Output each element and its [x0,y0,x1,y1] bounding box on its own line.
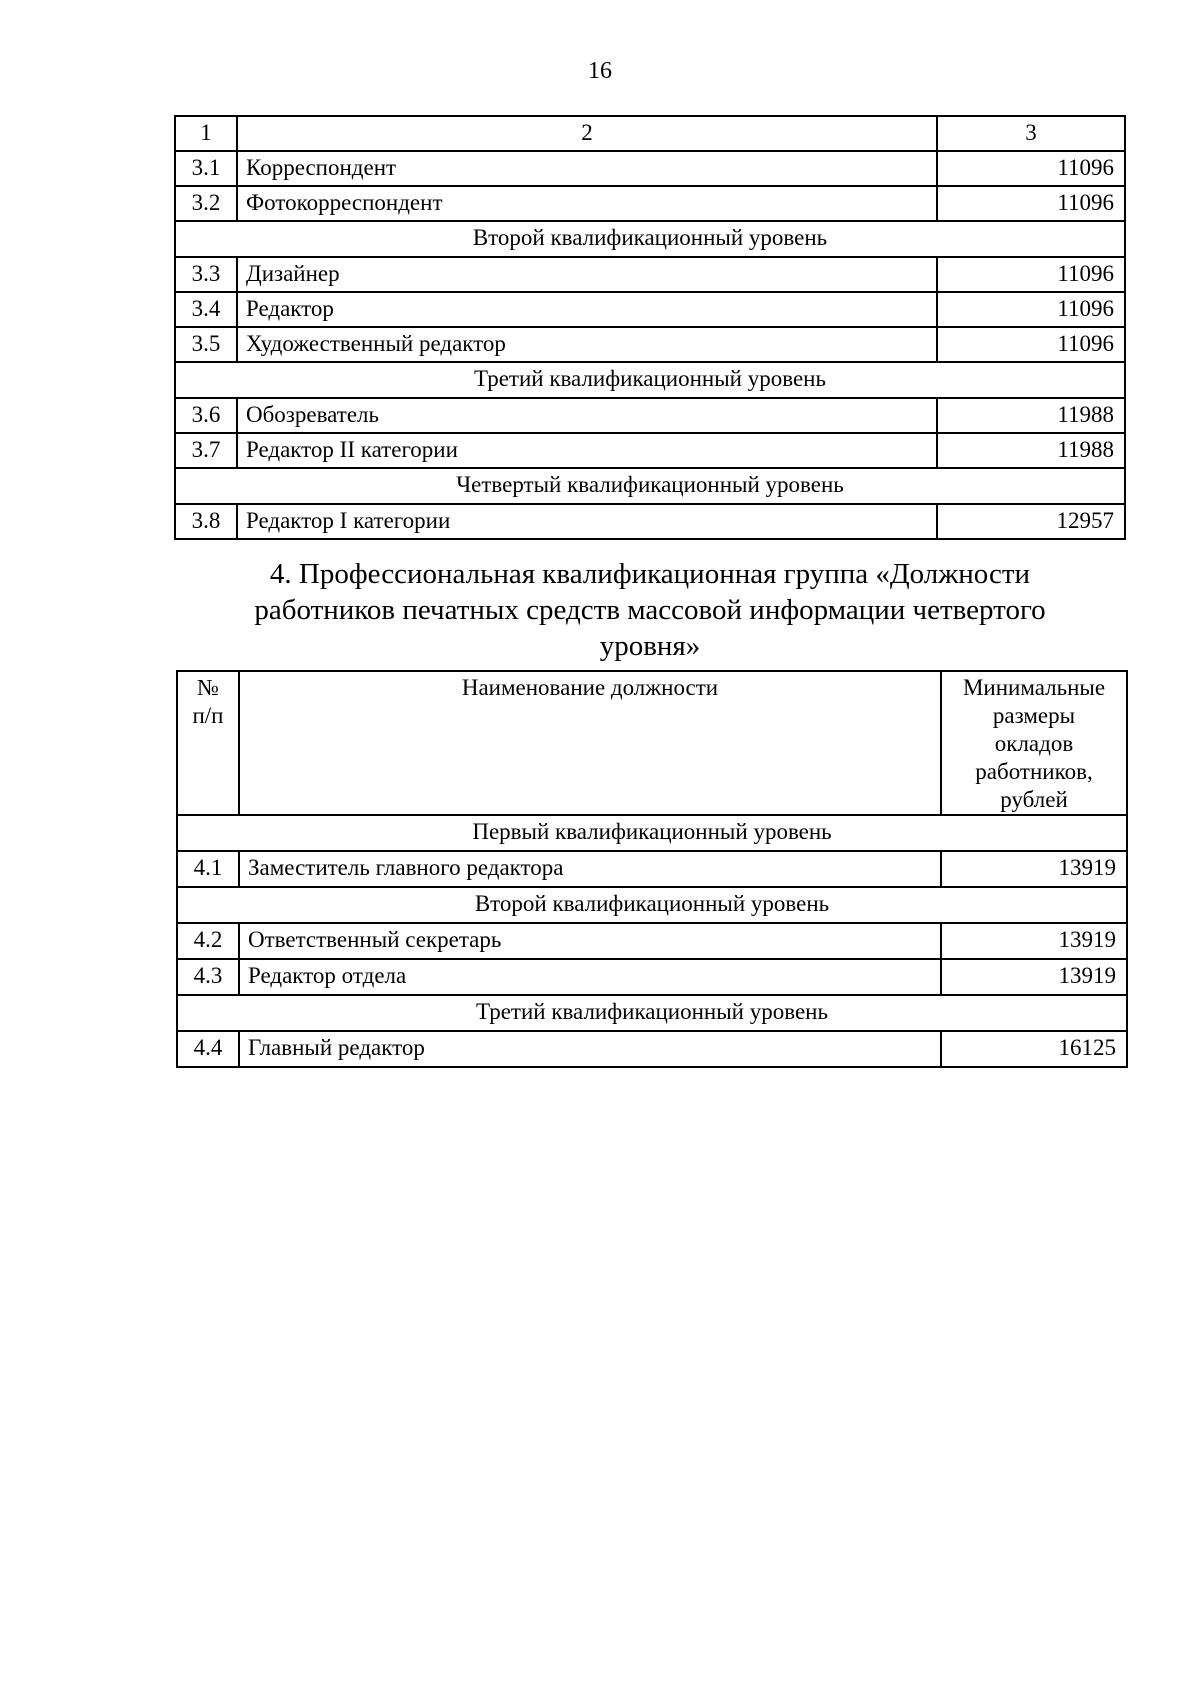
header-position-name: Наименование должности [239,671,941,815]
header-salary-line: размеры [992,703,1076,728]
qualification-level-row [177,995,1127,1031]
qualification-level-row [177,887,1127,923]
header-number-abbrev: п/п [192,703,224,728]
qualification-level-label: Третий квалификационный уровень [175,362,1125,398]
salary-amount: 13919 [941,959,1127,995]
position-name: Обозреватель [237,398,937,433]
table-row [175,504,1125,539]
table-row [177,851,1127,887]
salary-amount: 11096 [937,186,1125,221]
section-heading-line: работников печатных средств массовой информации четвертого [254,594,1046,626]
qualification-level-row [177,815,1127,851]
position-number: 4.3 [177,959,239,995]
position-name: Корреспондент [237,151,937,186]
position-name: Дизайнер [237,257,937,292]
position-number: 4.2 [177,923,239,959]
position-name: Фотокорреспондент [237,186,937,221]
position-name: Редактор [237,292,937,327]
position-number: 3.1 [175,151,237,186]
position-name: Заместитель главного редактора [239,851,941,887]
salary-amount: 11096 [937,151,1125,186]
table-row [175,292,1125,327]
qualification-level-label: Первый квалификационный уровень [177,815,1127,851]
column-number-2: 2 [237,116,937,151]
section-heading [180,556,1120,664]
table-row [177,923,1127,959]
qualification-level-row [175,468,1125,504]
salary-amount: 16125 [941,1031,1127,1067]
table-row [175,151,1125,186]
position-number: 4.4 [177,1031,239,1067]
qualification-level-row [175,362,1125,398]
qualification-level-label: Третий квалификационный уровень [177,995,1127,1031]
qualification-level-label: Второй квалификационный уровень [177,887,1127,923]
table-row [175,186,1125,221]
salary-amount: 12957 [937,504,1125,539]
position-number: 3.7 [175,433,237,468]
salary-table-group-3 [174,115,1126,540]
header-number-symbol: № [197,675,219,700]
header-salary-line: Минимальные [962,675,1106,700]
salary-amount: 11988 [937,398,1125,433]
column-number-1: 1 [175,116,237,151]
table-row [175,398,1125,433]
salary-amount: 11096 [937,292,1125,327]
qualification-level-row [175,221,1125,257]
position-name: Ответственный секретарь [239,923,941,959]
header-salary-line: рублей [1000,787,1068,812]
salary-amount: 11096 [937,257,1125,292]
header-number-cell [177,671,239,815]
position-name: Главный редактор [239,1031,941,1067]
header-salary-line: окладов [994,731,1074,756]
qualification-level-label: Четвертый квалификационный уровень [175,468,1125,504]
salary-amount: 11096 [937,327,1125,362]
position-number: 3.4 [175,292,237,327]
column-number-3: 3 [937,116,1125,151]
salary-amount: 11988 [937,433,1125,468]
position-number: 3.5 [175,327,237,362]
position-number: 3.6 [175,398,237,433]
table-header-row [175,116,1125,151]
header-salary-line: работников, [975,759,1093,784]
position-number: 3.8 [175,504,237,539]
position-name: Редактор I категории [237,504,937,539]
table-row [177,959,1127,995]
table-row [175,257,1125,292]
section-heading-line: 4. Профессиональная квалификационная группа «Должности [269,558,1031,590]
page-number: 16 [588,58,612,84]
table-row [175,433,1125,468]
position-name: Редактор отдела [239,959,941,995]
position-number: 3.3 [175,257,237,292]
table-header-row [177,671,1127,815]
header-salary-cell [941,671,1127,815]
salary-amount: 13919 [941,851,1127,887]
table-row [175,327,1125,362]
section-heading-line: уровня» [599,630,701,662]
salary-table-group-4 [176,670,1128,1068]
position-name: Редактор II категории [237,433,937,468]
position-number: 3.2 [175,186,237,221]
table-row [177,1031,1127,1067]
salary-amount: 13919 [941,923,1127,959]
qualification-level-label: Второй квалификационный уровень [175,221,1125,257]
position-name: Художественный редактор [237,327,937,362]
position-number: 4.1 [177,851,239,887]
